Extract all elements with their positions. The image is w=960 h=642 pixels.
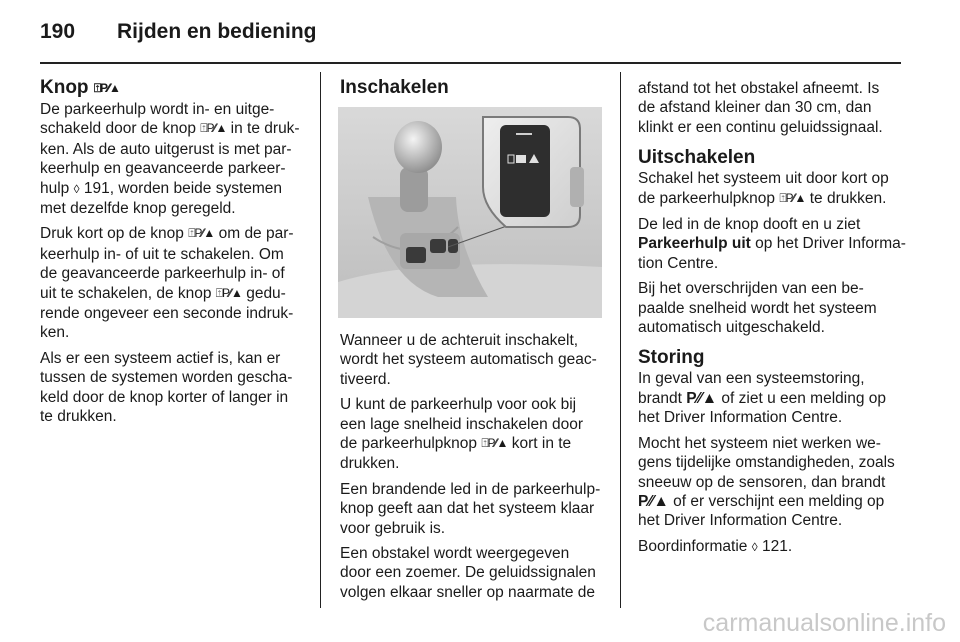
parking-sensor-icon: ⍐P⁄⁄▲ [200, 121, 227, 136]
column-divider [620, 72, 621, 608]
paragraph: Bij het overschrijden van een be- paalde snelheid wordt het systeem automatisch uitgeschakeld. [638, 280, 877, 337]
section-heading-knop: Knop ⍐P⁄⁄▲ [40, 77, 120, 98]
paragraph: Druk kort op de knop ⍐P⁄⁄▲ om de par- keerhulp in- of uit te schakelen. Om de geavanceerde parkeerhulp in- of uit te schakelen, de knop ⍐P⁄⁄▲ gedu- rende ongeveer een seconde indruk- ken. [40, 225, 294, 342]
page-number: 190 [40, 20, 76, 43]
paragraph: Schakel het systeem uit door kort op de parkeerhulpknop ⍐P⁄⁄▲ te drukken. [638, 170, 889, 207]
watermark: carmanualsonline.info [702, 609, 946, 637]
column-divider [320, 72, 321, 608]
page-reference-arrow-icon: ◊ [73, 181, 80, 196]
paragraph: Mocht het systeem niet werken we- gens tijdelijke omstandigheden, zoals sneeuw op de sensoren, dan brandt P⁄⁄▲ of er verschijnt een melding op het Driver Information Centre. [638, 434, 895, 530]
section-heading-uitschakelen: Uitschakelen [638, 147, 756, 169]
paragraph: De led in de knop dooft en u ziet Parkeerhulp uit op het Driver Informa- tion Centre. [638, 216, 906, 272]
paragraph: De parkeerhulp wordt in- en uitge- schakeld door de knop ⍐P⁄⁄▲ in te druk- ken. Als de auto uitgerust is met par- keerhulp en geavanceerde parkeer- hulp ◊ 191, worden beide systemen met dezelfde knop geregeld. [40, 101, 300, 218]
paragraph: U kunt de parkeerhulp voor ook bij een lage snelheid inschakelen door de parkeerhulpknop ⍐P⁄⁄▲ kort in te drukken. [340, 396, 584, 473]
parking-sensor-icon: ⍐P⁄⁄▲ [481, 436, 508, 451]
parking-button-photo [338, 107, 602, 318]
column-2 [340, 77, 612, 99]
column-2-text [340, 331, 612, 608]
paragraph: In geval van een systeemstoring, brandt P⁄⁄▲ of ziet u een melding op het Driver Information Centre. [638, 370, 887, 427]
paragraph: afstand tot het obstakel afneemt. Is de afstand kleiner dan 30 cm, dan klinkt er een continu geluidssignaal. [638, 80, 883, 136]
paragraph: Een obstakel wordt weergegeven door een zoemer. De geluidssignalen volgen elkaar sneller op naarmate de [340, 545, 596, 601]
paragraph: Boordinformatie ◊ 121. [638, 537, 793, 555]
page-reference-arrow-icon: ◊ [751, 539, 758, 554]
paragraph: Een brandende led in de parkeerhulp- knop geeft aan dat het systeem klaar voor gebruik is. [340, 480, 601, 537]
section-heading-storing: Storing [638, 347, 705, 369]
parking-sensor-icon: ⍐P⁄⁄▲ [188, 226, 215, 241]
paragraph: Wanneer u de achteruit inschakelt, wordt het systeem automatisch geac- tiveerd. [340, 332, 597, 388]
column-3 [638, 79, 908, 563]
page-title: Rijden en bediening [117, 20, 317, 43]
parking-warning-icon: P⁄⁄▲ [686, 389, 718, 407]
parking-warning-icon: P⁄⁄▲ [638, 492, 669, 510]
gear-knob [394, 121, 442, 173]
header-rule [40, 62, 901, 64]
parking-sensor-icon: ⍐P⁄⁄▲ [93, 81, 120, 95]
column-1 [40, 77, 312, 433]
parking-sensor-icon: ⍐P⁄⁄▲ [779, 190, 806, 205]
paragraph: Als er een systeem actief is, kan er tussen de systemen worden gescha- keld door de knop korter of langer in te drukken. [40, 349, 293, 426]
parking-sensor-icon: ⍐P⁄⁄▲ [215, 285, 242, 300]
section-heading-inschakelen: Inschakelen [340, 77, 449, 98]
